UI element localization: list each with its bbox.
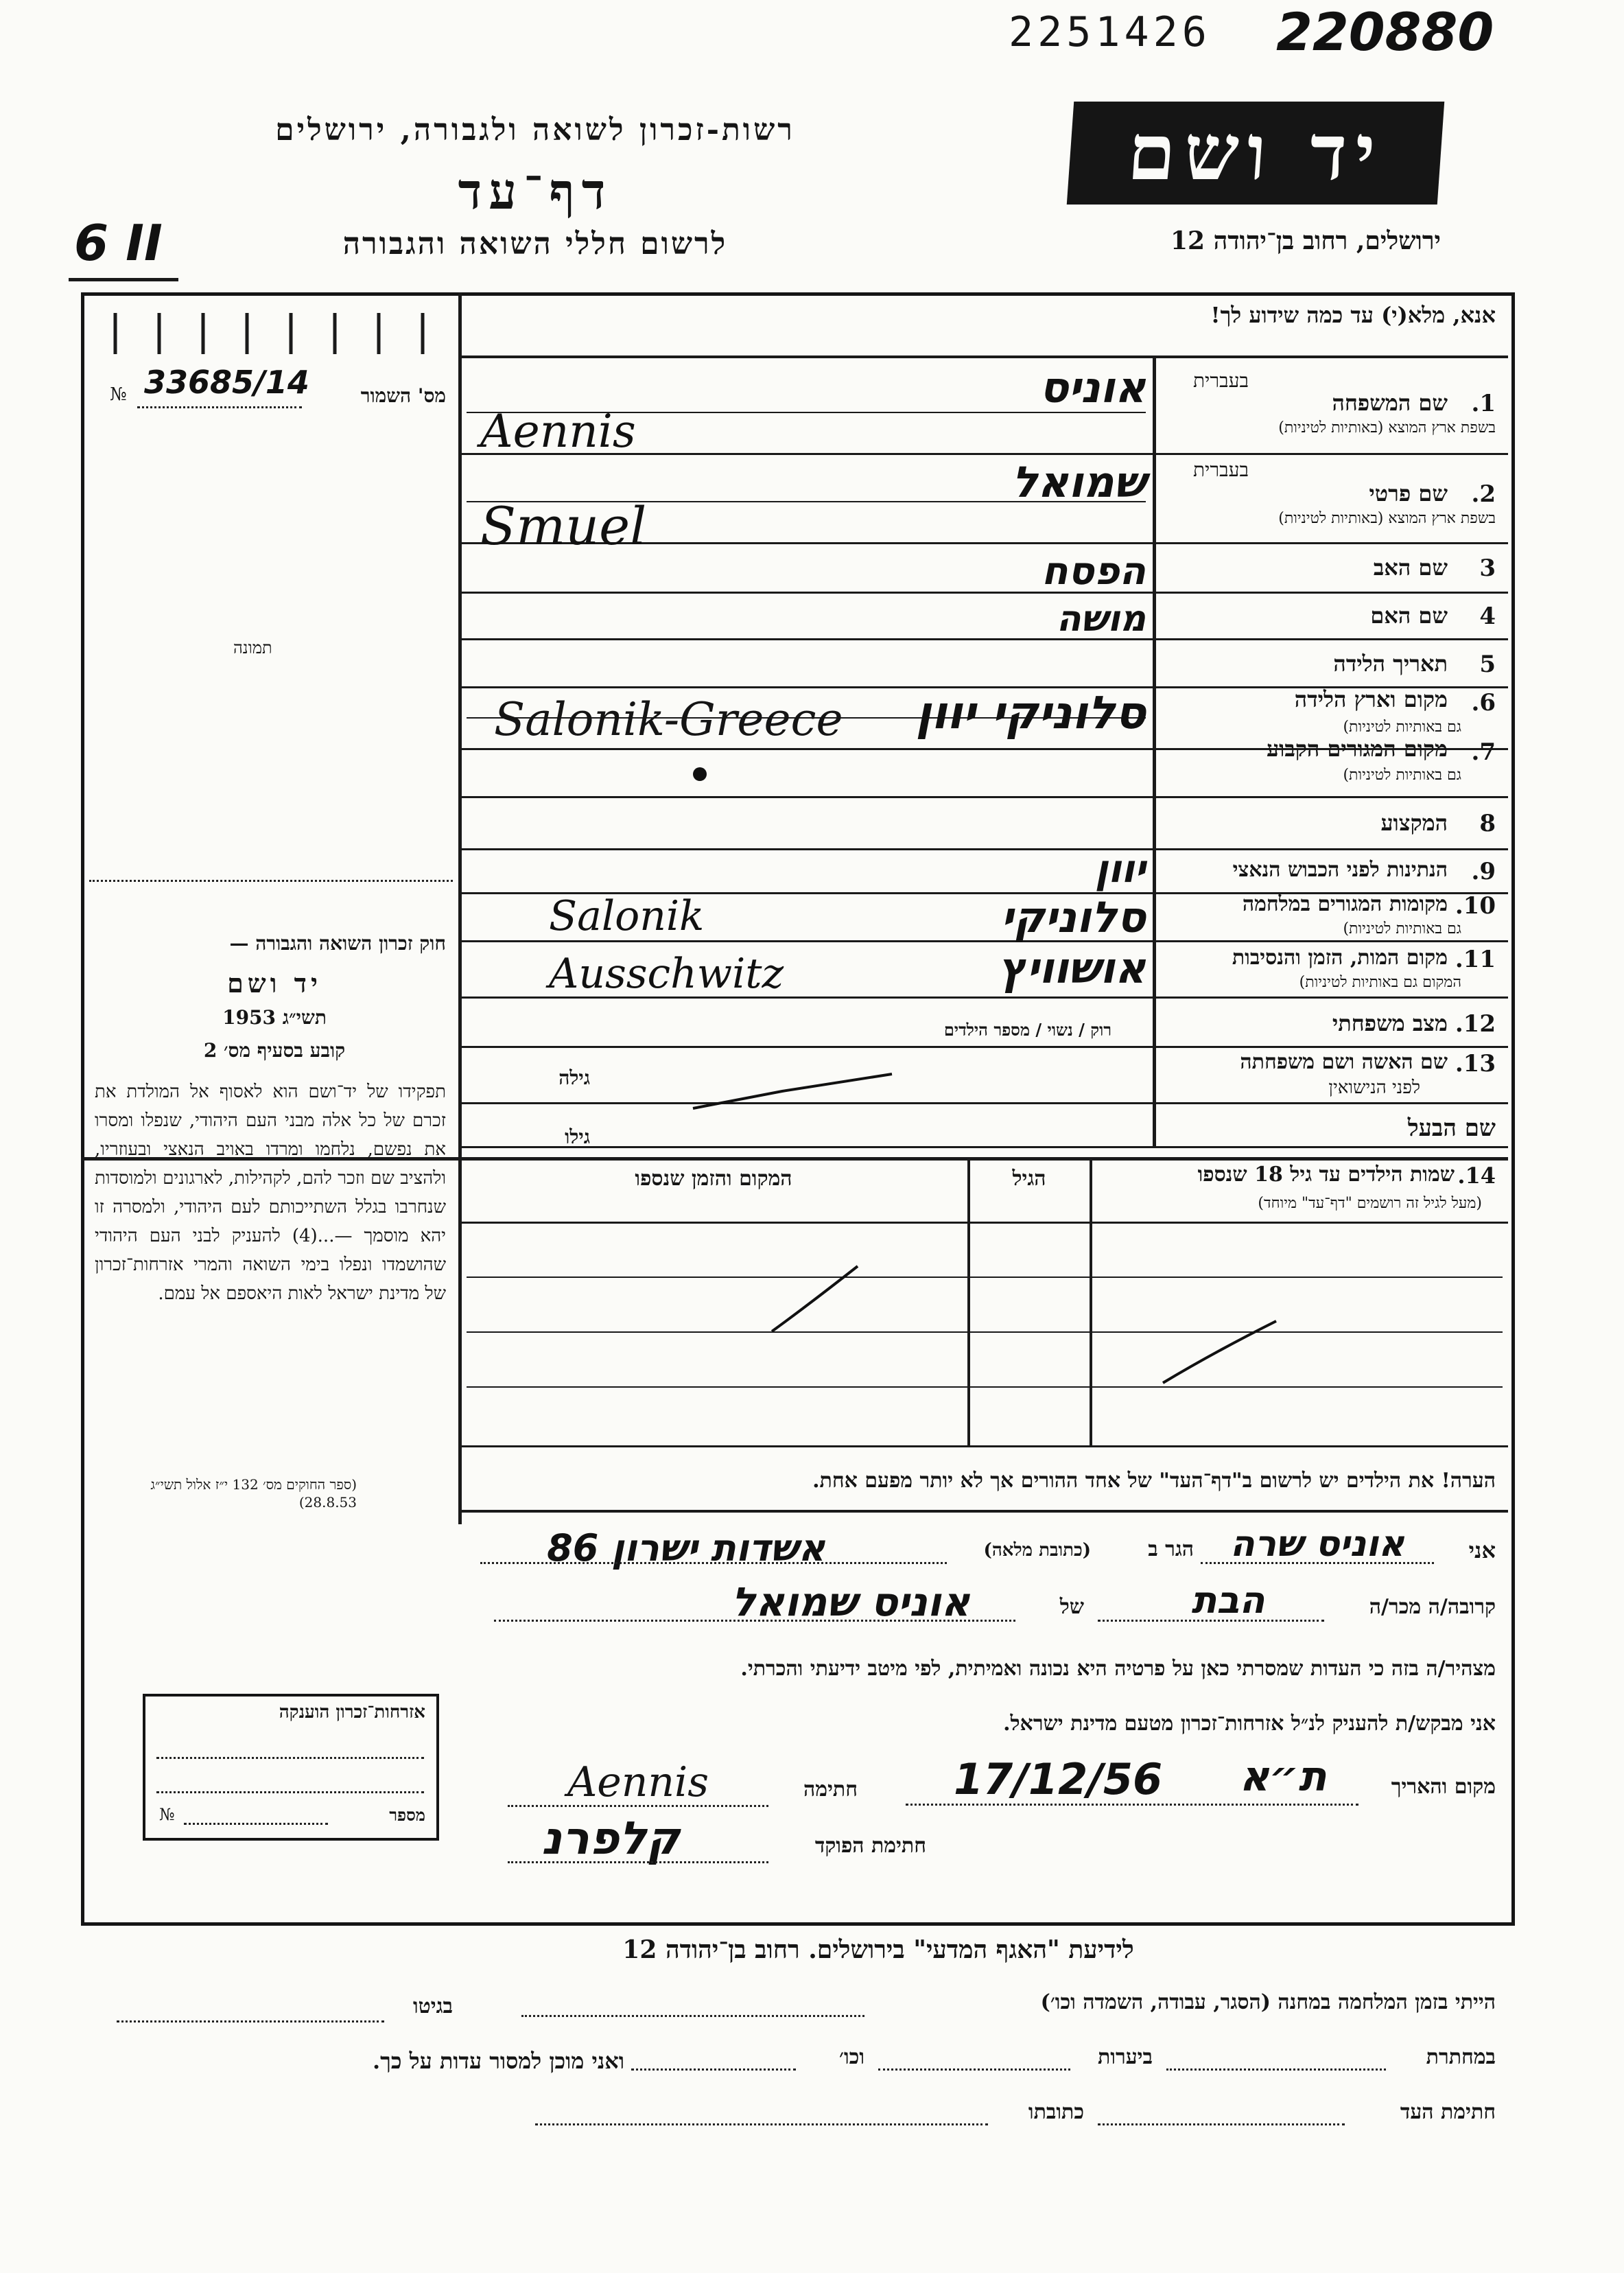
children-sublabel: (מעל לגיל זה רושמים "דף־עד" מיוחד) [1258,1195,1482,1212]
note-sep [458,1510,1508,1513]
footer-etc: וכו׳ [839,2045,864,2069]
request: אני מבקש/ת להעניק לנ״ל אזרחות־זכרון מטעם מדינת ישראל. [1003,1712,1496,1736]
form-subtitle: לרשום חללי השואה והגבורה [342,226,728,261]
field-10-value-hebrew: סלוניקי [1000,892,1146,942]
file-number-line [137,406,302,408]
footer-forests: ביערות [1097,2045,1153,2069]
witness-address: אשדות ישרון 86 [547,1526,825,1570]
field-6-label: מקום וארץ הלידה [1294,686,1448,712]
field-13-sublabel: לפני הנישואין [1328,1077,1420,1098]
field-9-label: הנתינות לפני הכבוש הנאצי [1232,858,1448,882]
law-clause: קובע בסעיף מס׳ 2 [203,1039,346,1062]
field-11-value-latin: Ausschwitz [549,950,784,998]
children-row-2 [467,1331,1503,1333]
footer-ghetto: בגיטו [412,1994,453,2018]
field-12-number: 12. [1455,1010,1496,1038]
row-sep-12 [458,1046,1508,1048]
file-number-label: מס' השמור [360,384,446,407]
children-row-3 [467,1386,1503,1388]
victim-name: אוניס שמואל [731,1578,970,1625]
field-12-label: מצב משפחתי [1332,1010,1448,1036]
of-label: של [1059,1595,1084,1619]
signature-label: חתימה [803,1777,858,1802]
field-1-hebrew-hint: בעברית [1192,369,1249,392]
field-11-number: 11. [1455,946,1496,973]
law-text: תפקידו של יד־ושם הוא לאסוף אל המולדת את זכרם של כל אלה מבני העם היהודי, שנפלו ומסרו את נפשם, נלחמו ומרדו באויב הנאצי ובעוזריו, ולהציב שם וזכר להם, לקהילות, לארגונים ולמוסדות שנחרבו בגלל השתייכותם לעם היהודי, ולמסרה זו יהא מוסמך —...(4) להעניק לבני העם היהודי שהושמדו ונפלו בימי השואה והמרי אזרחות־זכרון של מדינת ישראל לאות היאספם אל עמם. [95,1082,446,1304]
citizenship-number-line [184,1823,328,1825]
field-3-value-hebrew: הפסח [1042,549,1146,594]
age-label-1: גילה [558,1066,590,1089]
law-name: יד ושם [227,968,322,999]
witness-address-line [480,1562,947,1564]
children-age-header: הגיל [1012,1167,1046,1191]
org-title: רשות-זכרון לשואה ולגבורה, ירושלים [275,113,795,148]
field-4-number: 4 [1479,603,1496,630]
children-label: שמות הילדים עד גיל 18 שנספו [1197,1163,1455,1187]
husband-label: שם הבעל [1407,1115,1496,1142]
field-9-number: 9. [1471,858,1496,885]
footer-address-dots [535,2123,988,2125]
citizenship-number-label: מספר [389,1805,425,1825]
footer-witness-signature: חתימת העד [1400,2100,1496,2124]
field-6-value-hebrew: סלוניקי יוון [915,686,1146,739]
field-2-value-latin: Smuel [480,496,647,557]
row-sep-14 [458,1146,1508,1148]
photo-label: תמונה [233,638,272,657]
children-col-2 [1090,1157,1092,1445]
field-6-number: 6. [1471,689,1496,716]
strike-mark-spouse [686,1071,906,1112]
field-13-label: שם האשה ושם משפחתה [1240,1050,1448,1074]
field-2-label: שם פרטי [1369,480,1448,506]
citizenship-line-2 [156,1791,424,1793]
citizenship-title: אזרחות־זכרון הוענקה [279,1702,425,1723]
place-date-label: מקום והאריך [1391,1775,1496,1799]
official-label: חתימת הפוקד [814,1834,926,1858]
instruction-text: אנא, מלא(י) עד כמה שידוע לך! [1210,302,1496,328]
relation-line [1098,1620,1324,1622]
signature-value: Aennis [567,1758,709,1806]
field-4-value-hebrew: מושה [1056,598,1146,640]
field-8-label: המקצוע [1380,810,1448,836]
children-place-header: המקום והזמן שנספו [635,1167,792,1191]
official-line [508,1861,768,1863]
instruction-divider [458,355,1508,358]
label-column-divider [1153,357,1156,1146]
law-reference: (ספר החוקים מס׳ 132 י״ז אלול תשי״ג 28.8.53) [150,1476,357,1511]
field-2-sublabel: בשפת ארץ המוצא (באותיות לטיניות) [1278,510,1496,527]
field-2-hebrew-hint: בעברית [1192,458,1249,481]
marital-options: רוק / נשוי / מספר הילדים [943,1020,1111,1040]
field-10-sublabel: גם באותיות לטיניות) [1343,920,1461,937]
footer-address: כתובתו [1028,2100,1084,2124]
children-note: הערה! את הילדים יש לרשום ב"דף־העד" של אחד ההורים אך לא יותר מפעם אחת. [812,1469,1496,1493]
relation-label: קרובה/ה מכר/ה [1369,1595,1496,1619]
file-number-value: 33685/14 [144,364,309,401]
resides-label: הגר ב [1148,1537,1194,1561]
field-10-label: מקומות המגורים במלחמה [1242,892,1448,916]
field-3-number: 3 [1479,555,1496,582]
place-date-line [906,1804,1358,1806]
footer-camp-line: הייתי בזמן המלחמה במחנה (הסגר, עבודה, השמדה וכו׳) [1040,1990,1496,2014]
margin-note: 6 II [74,214,163,272]
field-1-sublabel: בשפת ארץ המוצא (באותיות לטיניות) [1278,419,1496,436]
strike-mark-children-right [1160,1318,1283,1386]
field-8-number: 8 [1479,810,1496,837]
left-column-divider [458,292,462,1524]
witness-name-line [1201,1562,1434,1564]
children-bottom [458,1445,1508,1447]
field-1-value-latin: Aennis [480,405,636,458]
field-10-number: 10. [1455,892,1496,920]
footer-ghetto-dots [117,2020,384,2023]
field-10-value-latin: Salonik [549,892,705,940]
field-9-value-hebrew: יוון [1094,847,1146,891]
field-13-number: 13. [1455,1050,1496,1077]
children-row-1 [467,1277,1503,1278]
form-title: דף־עד [458,162,613,220]
strike-mark-children-left [768,1263,864,1338]
field-11-label: מקום המות, הזמן והנסיבות [1232,946,1448,970]
place-value: ת״א [1239,1753,1327,1801]
footer-title: לידיעת "האגף המדעי" בירושלים. רחוב בן־יהודה 12 [622,1935,1134,1964]
address-header: ירושלים, רחוב בן־יהודה 12 [1170,226,1441,255]
victim-name-line [494,1620,1015,1622]
field-1-value-hebrew: אוניס [1039,362,1146,412]
row-sep-7 [458,796,1508,798]
official-signature: קלפרנ [541,1812,680,1865]
footer-witness-dots [1098,2123,1345,2125]
footer-forests-dots [878,2068,1070,2071]
handwritten-number: 220880 [1276,1,1494,62]
relation-value: הבת [1191,1578,1265,1622]
strike-mark-small [686,760,714,788]
row-sep-13 [458,1102,1508,1104]
field-2-number: 2. [1471,480,1496,508]
field-1-number: 1. [1471,390,1496,417]
statement: מצהיר/ה בזה כי העדות שמסרתי כאן על פרטיה היא נכונה ואמיתית, לפי מיטב ידיעתי והכרתי. [740,1657,1496,1681]
field-4-label: שם האם [1370,603,1448,629]
date-value: 17/12/56 [954,1754,1163,1804]
field-7-number: 7. [1471,738,1496,766]
footer-camp-dots [521,2015,864,2017]
file-number-ticks [110,313,432,354]
field-11-sublabel: המקום גם באותיות לטיניות) [1299,974,1461,991]
footer-underground: במחתרת [1426,2045,1496,2069]
children-col-1 [967,1157,970,1445]
children-header-sep [458,1222,1508,1224]
footer-underground-dots [1166,2068,1386,2071]
field-7-label: מקום המגורים הקבוע [1267,736,1448,762]
field-3-label: שם האב [1373,555,1448,581]
age-label-2: גילו [565,1126,590,1148]
field-1-label: שם המשפחה [1332,390,1448,416]
file-number-symbol: № [110,384,127,405]
citizenship-number-symbol: № [159,1805,175,1824]
children-number: 14. [1457,1163,1496,1189]
witness-name: אוניס שרה [1230,1524,1404,1565]
field-6-sublabel: גם באותיות לטיניות) [1343,719,1461,736]
law-intro: חוק זכרון השואה והגבורה — [229,932,446,955]
yad-vashem-logo: יד ושם [1067,102,1444,205]
archive-number: 2251426 [1009,8,1211,56]
field-11-value-hebrew: אושוויץ [998,943,1146,993]
footer-etc-dots [631,2068,796,2071]
margin-note-underline [69,278,178,281]
field-2-value-hebrew: שמואל [1011,457,1146,507]
field-7-sublabel: גם באותיות לטיניות) [1343,767,1461,784]
declaration-i-label: אני [1468,1537,1496,1563]
law-year: תשי״ג 1953 [222,1006,327,1029]
photo-box-bottom [89,880,453,882]
address-hint: (כתובת מלאה) [983,1540,1091,1561]
field-6-value-latin: Salonik-Greece [494,693,843,746]
row-sep-8 [458,848,1508,850]
footer-ready: ואני מוכן למסור עדות על כך. [372,2048,624,2074]
signature-line [508,1805,768,1807]
citizenship-line-1 [156,1757,424,1759]
field-5-number: 5 [1479,651,1496,678]
field-5-label: תאריך הלידה [1333,651,1448,677]
